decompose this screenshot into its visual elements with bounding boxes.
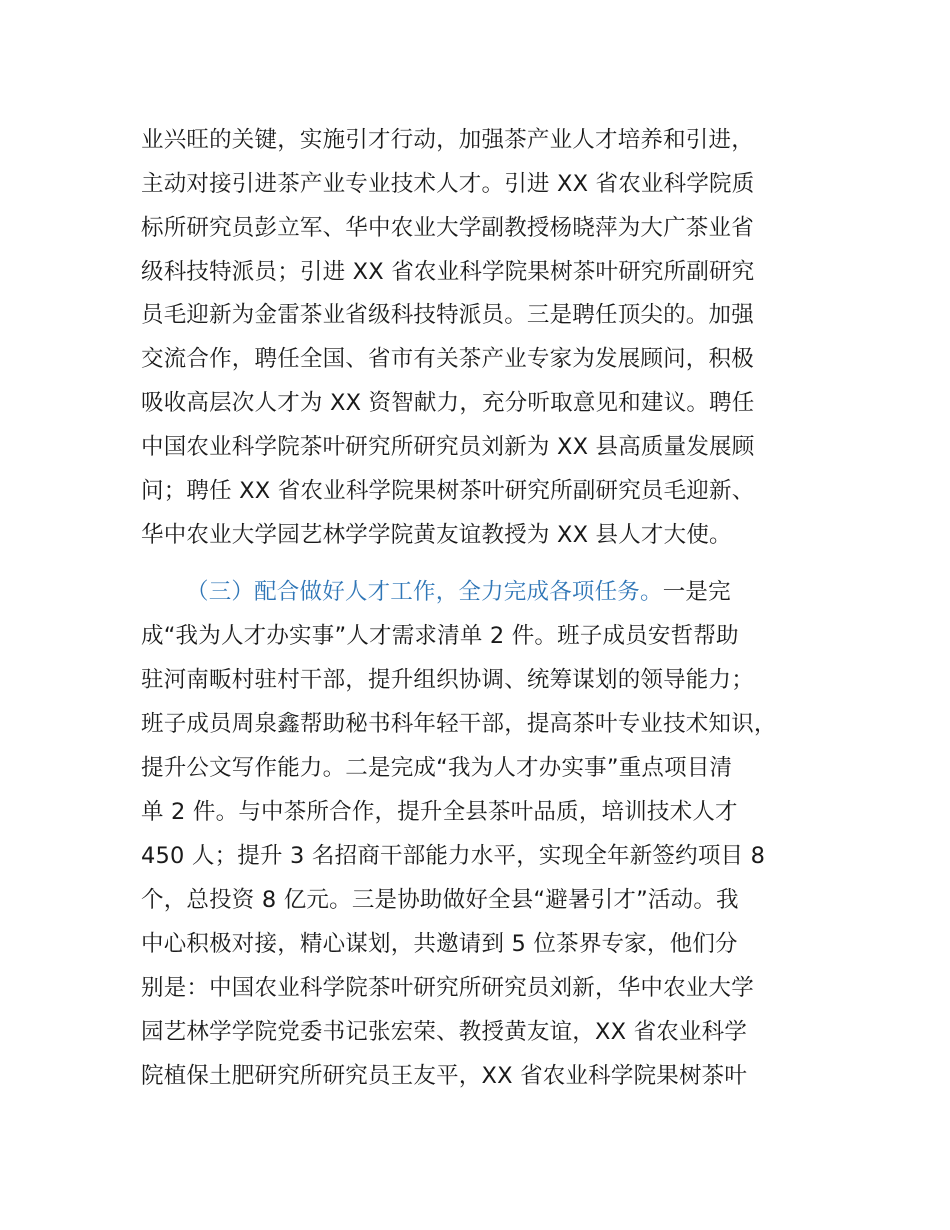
text-line: 院植保土肥研究所研究员王友平，XX 省农业科学院果树茶叶 [141,1063,748,1089]
section-heading: （三）配合做好人才工作，全力完成各项任务。 [186,579,663,605]
text-line: 450 人；提升 3 名招商干部能力水平，实现全年新签约项目 8 [141,843,766,869]
text-line: 交流合作，聘任全国、省市有关茶产业专家为发展顾问，积极 [141,346,754,372]
text-line: 员毛迎新为金雷茶业省级科技特派员。三是聘任顶尖的。加强 [141,302,754,328]
text-line: 业兴旺的关键，实施引才行动，加强茶产业人才培养和引进， [141,127,754,153]
text-line: 中国农业科学院茶叶研究所研究员刘新为 XX 县高质量发展顾 [141,434,755,460]
text-line-continuation: 一是完 [662,579,731,605]
text-line: 提升公文写作能力。二是完成“我为人才办实事”重点项目清 [141,755,733,781]
text-line: 标所研究员彭立军、华中农业大学副教授杨晓萍为大广茶业省 [141,215,754,241]
text-line: 主动对接引进茶产业专业技术人才。引进 XX 省农业科学院质 [141,171,755,197]
text-line: 问；聘任 XX 省农业科学院果树茶叶研究所副研究员毛迎新、 [141,478,755,504]
text-line: 班子成员周泉鑫帮助秘书科年轻干部，提高茶叶专业技术知识， [141,711,777,737]
text-line: 级科技特派员；引进 XX 省农业科学院果树茶叶研究所副研究 [141,259,755,285]
text-line: 成“我为人才办实事”人才需求清单 2 件。班子成员安哲帮助 [141,623,739,649]
text-line: 驻河南畈村驻村干部，提升组织协调、统筹谋划的领导能力； [141,667,754,693]
text-line: 园艺林学学院党委书记张宏荣、教授黄友谊，XX 省农业科学 [141,1019,748,1045]
text-line: 吸收高层次人才为 XX 资智献力，充分听取意见和建议。聘任 [141,390,755,416]
text-line: 中心积极对接，精心谋划，共邀请到 5 位茶界专家，他们分 [141,931,738,957]
text-line: 单 2 件。与中茶所合作，提升全县茶叶品质，培训技术人才 [141,799,738,825]
text-line: 个，总投资 8 亿元。三是协助做好全县“避暑引才”活动。我 [141,887,739,913]
text-line: 华中农业大学园艺林学学院黄友谊教授为 XX 县人才大使。 [141,522,732,548]
paragraph-2-first-line [186,570,731,614]
text-line: 别是：中国农业科学院茶叶研究所研究员刘新，华中农业大学 [141,975,754,1001]
